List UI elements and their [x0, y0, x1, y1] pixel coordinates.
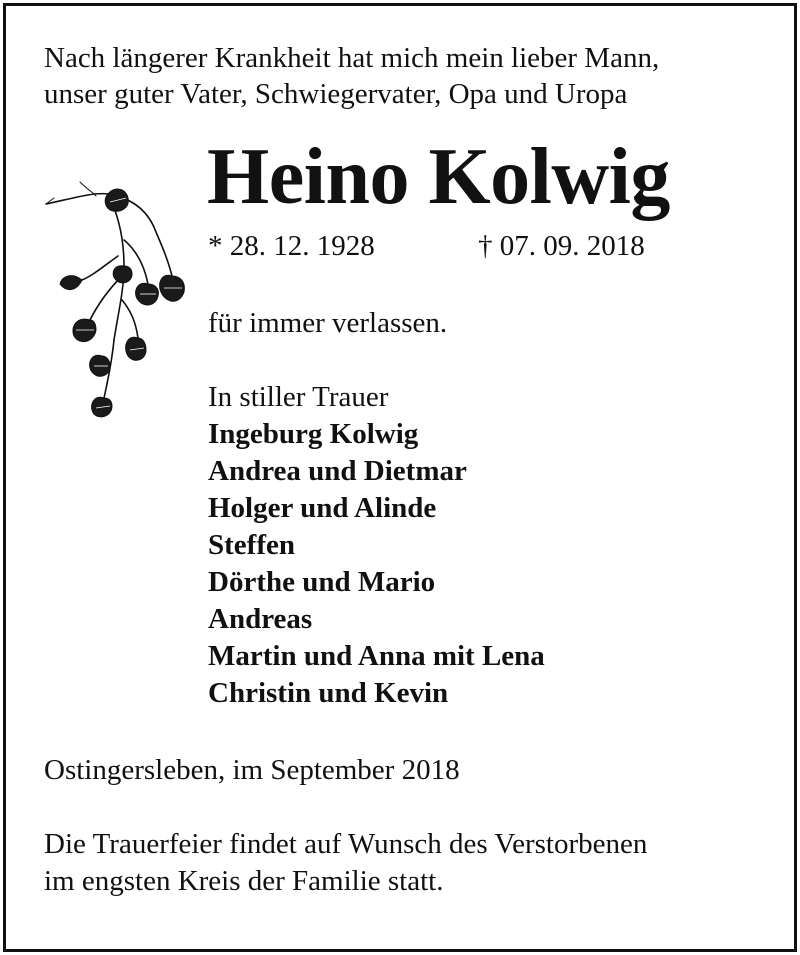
- funeral-note-line-2: im engsten Kreis der Familie statt.: [44, 865, 444, 897]
- message-line: für immer verlassen.: [208, 307, 448, 339]
- intro-line-1: Nach längerer Krankheit hat mich mein lieber Mann,: [44, 42, 660, 74]
- mourner-name: Holger und Alinde: [208, 492, 437, 524]
- intro-line-2: unser guter Vater, Schwiegervater, Opa und Uropa: [44, 78, 628, 110]
- birch-branch-icon: [44, 180, 204, 420]
- mourner-name: Dörthe und Mario: [208, 566, 436, 598]
- place-and-date: Ostingersleben, im September 2018: [44, 754, 460, 786]
- funeral-note-line-1: Die Trauerfeier findet auf Wunsch des Verstorbenen: [44, 828, 648, 860]
- birth-date: * 28. 12. 1928: [208, 230, 375, 262]
- mourner-name: Andreas: [208, 603, 313, 635]
- death-date: † 07. 09. 2018: [478, 230, 645, 262]
- mourner-name: Martin und Anna mit Lena: [208, 640, 545, 672]
- mourner-name: Christin und Kevin: [208, 677, 449, 709]
- deceased-name: Heino Kolwig: [207, 133, 670, 221]
- mourner-name: Steffen: [208, 529, 295, 561]
- mourning-heading: In stiller Trauer: [208, 381, 389, 413]
- mourner-name: Ingeburg Kolwig: [208, 418, 419, 450]
- mourner-name: Andrea und Dietmar: [208, 455, 467, 487]
